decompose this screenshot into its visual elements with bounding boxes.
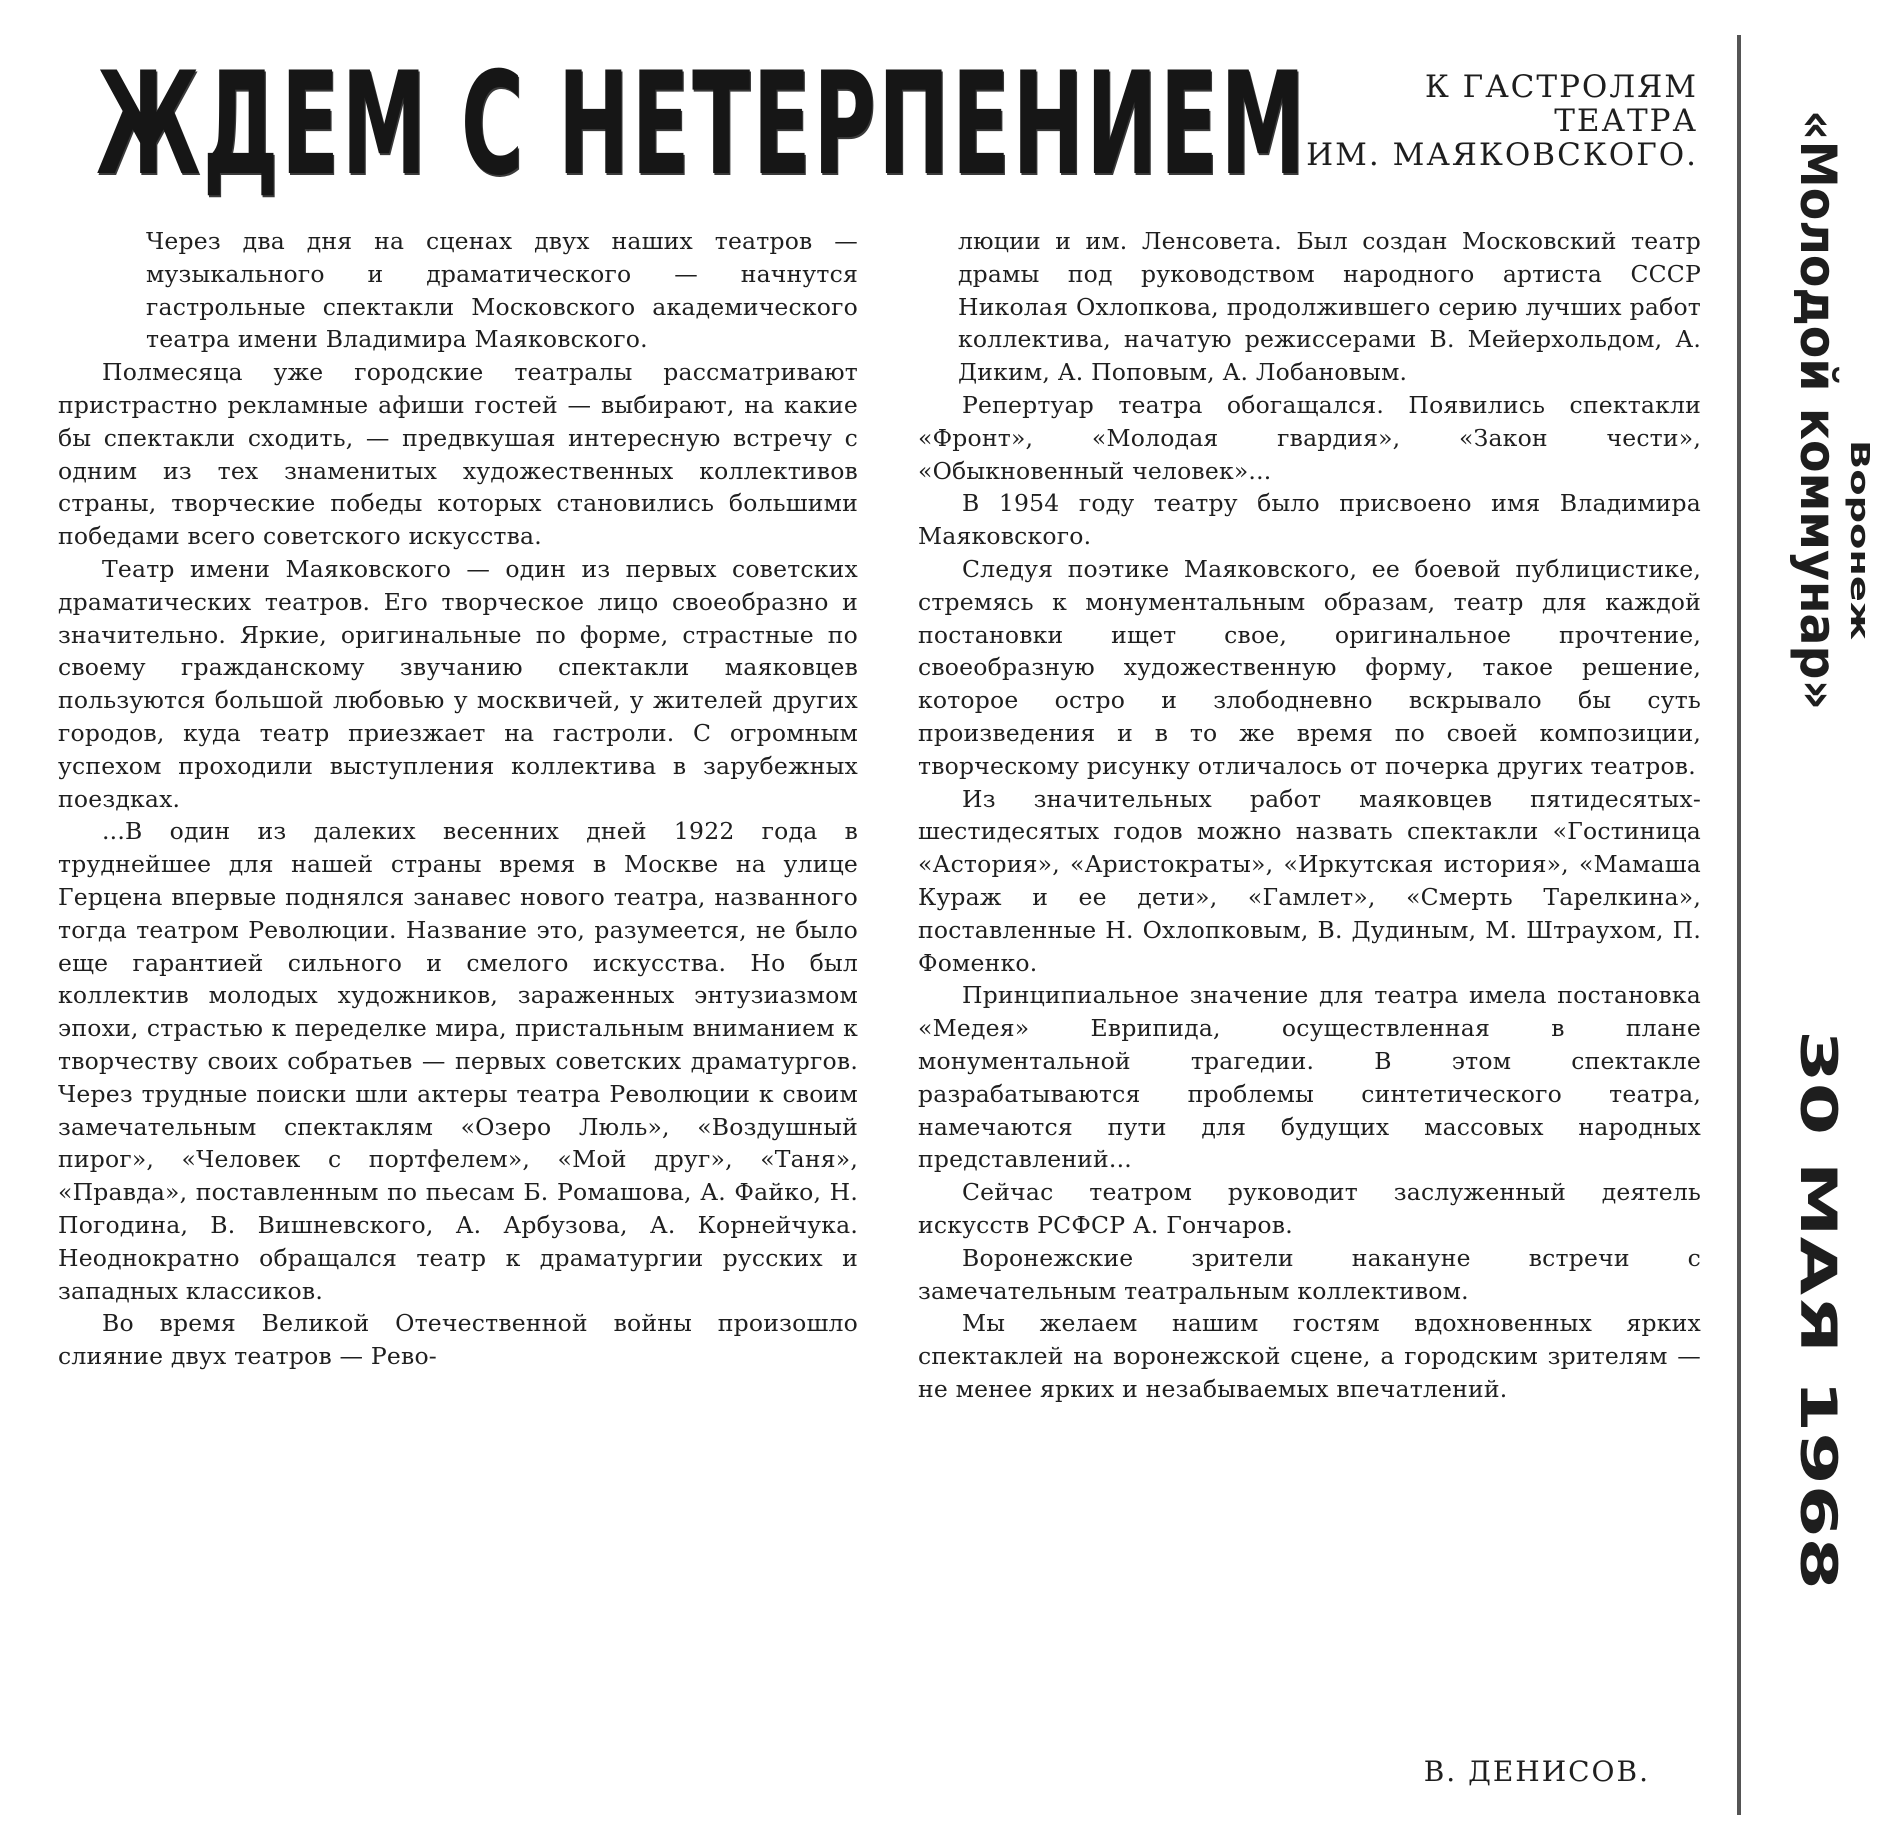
paragraph: Из значительных работ маяковцев пятидесятых-шестидесятых годов можно назвать спектакли «Гостиница «Астория», «Аристократы», «Иркутская история», «Мамаша Кураж и ее дети», «Гамлет», «Смерть Тарелкина», поставленные Н. Охлопковым, В. Дудиным, М. Штраухом, П. Фоменко. [918,784,1701,977]
kicker-line-2: ТЕАТРА [1554,103,1698,139]
stamp-date: 30 МАЯ 1968 [1789,1030,1847,1401]
stamp-city: Воронеж [1844,440,1874,576]
clipping-edge-rule [1737,35,1741,1815]
paragraph: Принципиальное значение для театра имела постановка «Медея» Еврипида, осуществленная в плане монументальной трагедии. В этом спектакле разрабатываются проблемы синтетического театра, намечаются пути для будущих массовых народных представлений... [918,981,1701,1174]
paragraph: Полмесяца уже городские театралы рассматривают пристрастно рекламные афиши гостей — выбирают, на какие бы спектакли сходить, — предвкушая интересную встречу с одним из тех знаменитых художественных коллективов страны, творческие победы которых становились большими победами всего советского искусства. [58,358,858,551]
stamp-newspaper-name: «Молодой коммунар» [1789,110,1847,744]
paragraph: люции и им. Ленсовета. Был создан Московский театр драмы под руководством народного артиста СССР Николая Охлопкова, продолжившего серию лучших работ коллектива, начатую режиссерами В. Мейерхольдом, А. Диким, А. Поповым, А. Лобановым. [958,227,1701,387]
paragraph: Театр имени Маяковского — один из первых советских драматических театров. Его творческое лицо своеобразно и значительно. Яркие, оригинальные по форме, страстные по своему гражданскому звучанию спектакли маяковцев пользуются большой любовью у москвичей, у жителей других городов, куда театр приезжает на гастроли. С огромным успехом проходили выступления коллектива в зарубежных поездках. [58,554,858,813]
paragraph: Репертуар театра обогащался. Появились спектакли «Фронт», «Молодая гвардия», «Закон чести», «Обыкновенный человек»... [918,390,1701,485]
paragraph: Через два дня на сценах двух наших театров — музыкального и драматического — начнутся гастрольные спектакли Московского академического театра имени Владимира Маяковского. [146,227,858,354]
paragraph: Во время Великой Отечественной войны произошло слияние двух театров — Рево- [58,1309,858,1371]
kicker [1258,70,1698,172]
paragraph: Следуя поэтике Маяковского, ее боевой публицистике, стремясь к монументальным образам, театр для каждой постановки ищет свое, оригинальное прочтение, своеобразную художественную форму, такое решение, которое остро и злободневно вскрывало бы суть произведения и в то же время по своей композиции, творческому рисунку отличалось от почерка других театров. [918,554,1701,780]
source-stamp-graphic [1765,110,1885,1610]
article-column-left [58,225,858,1373]
headline: ЖДЕМ С НЕТЕРПЕНИЕМ [96,42,1308,207]
source-stamp [1765,110,1885,1610]
paragraph: Сейчас театром руководит заслуженный деятель искусств РСФСР А. Гончаров. [918,1178,1701,1239]
kicker-line-3: ИМ. МАЯКОВСКОГО. [1306,137,1698,173]
paragraph: Мы желаем нашим гостям вдохновенных ярких спектаклей на воронежской сцене, а городским зрителям — не менее ярких и незабываемых впечатлений. [918,1309,1701,1403]
author-signature: В. ДЕНИСОВ. [1423,1755,1650,1788]
paragraph: Воронежские зрители накануне встречи с замечательным театральным коллективом. [918,1243,1701,1305]
kicker-line-1: К ГАСТРОЛЯМ [1424,69,1698,105]
paragraph: ...В один из далеких весенних дней 1922 года в труднейшее для нашей страны время в Москве на улице Герцена впервые поднялся занавес нового театра, названного тогда театром Революции. Название это, разумеется, не было еще гарантией сильного и смелого искусства. Но был коллектив молодых художников, зараженных энтузиазмом эпохи, страстью к переделке мира, пристальным вниманием к творчеству своих собратьев — первых советских драматургов. Через трудные поиски шли актеры театра Революции к своим замечательным спектаклям «Озеро Люль», «Воздушный пирог», «Человек с портфелем», «Мой друг», «Таня», «Правда», поставленным по пьесам Б. Ромашова, А. Файко, Н. Погодина, В. Вишневского, А. Арбузова, А. Корнейчука. Неоднократно обращался театр к драматургии русских и западных классиков. [58,817,858,1305]
article-column-right [918,225,1701,1406]
paragraph: В 1954 году театру было присвоено имя Владимира Маяковского. [918,489,1701,551]
